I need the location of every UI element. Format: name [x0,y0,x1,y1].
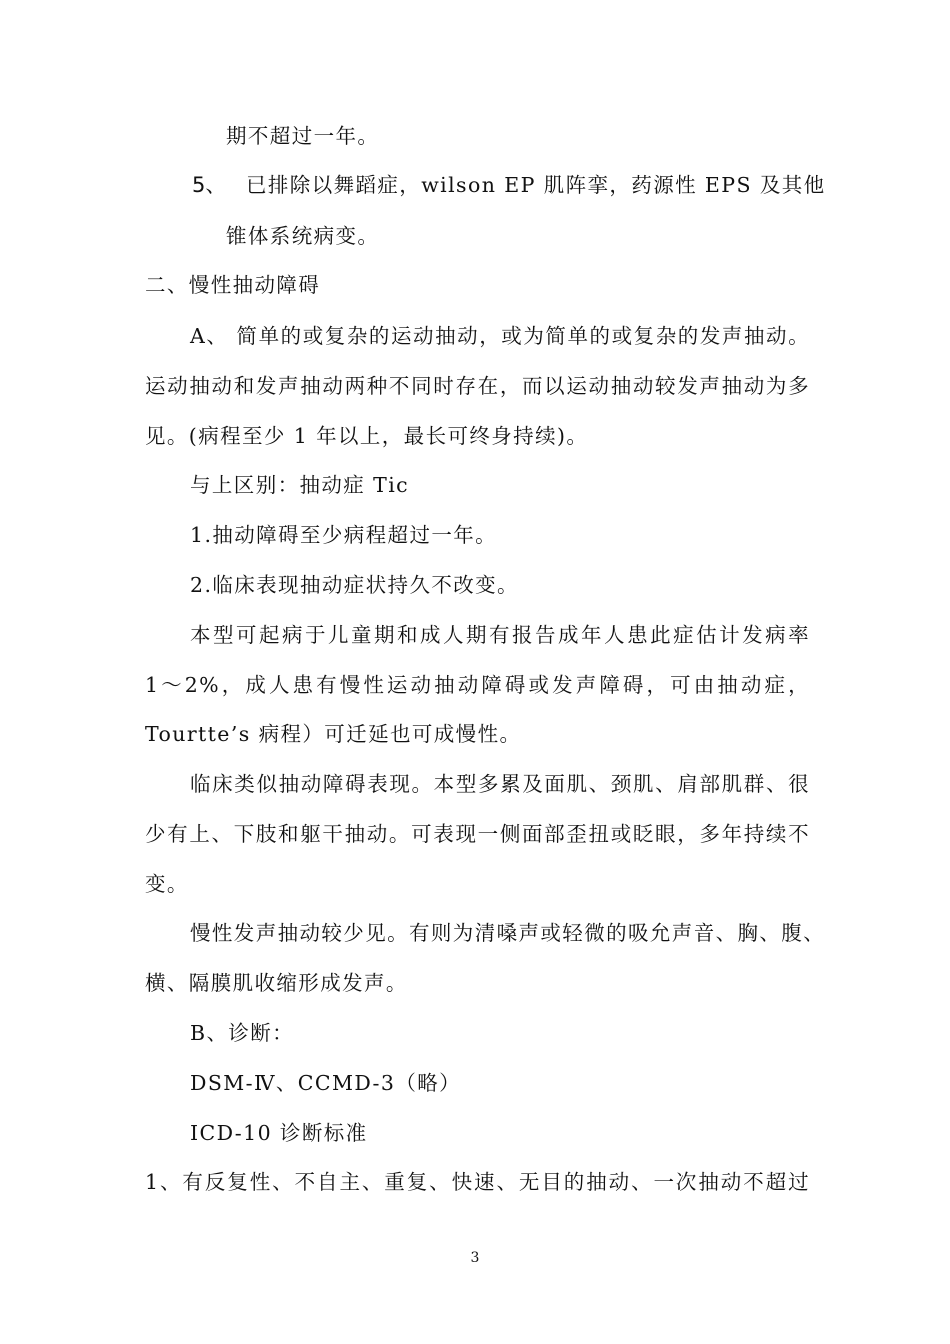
text-line: 横、隔膜肌收缩形成发声。 [145,971,408,995]
text-line: 变。 [145,872,189,896]
text-line: 期不超过一年。 [226,124,380,148]
text-line: A、 简单的或复杂的运动抽动，或为简单的或复杂的发声抽动。 [190,324,810,348]
text-line: DSM-Ⅳ、CCMD-3（略） [190,1071,462,1095]
page-number: 3 [470,1250,480,1266]
text-line: 本型可起病于儿童期和成人期有报告成年人患此症估计发病率 [190,623,810,647]
text-line: 1～2%，成人患有慢性运动抽动障碍或发声障碍，可由抽动症， [145,673,810,697]
text-line: 1、有反复性、不自主、重复、快速、无目的抽动、一次抽动不超过 [145,1170,810,1194]
section-heading: 二、慢性抽动障碍 [145,273,321,297]
text-line: 1.抽动障碍至少病程超过一年。 [190,523,498,547]
text-line: 运动抽动和发声抽动两种不同时存在，而以运动抽动较发声抽动为多 [145,374,810,398]
text-line: 2.临床表现抽动症状持久不改变。 [190,573,519,597]
text-line: 慢性发声抽动较少见。有则为清嗓声或轻微的吸允声音、胸、腹、 [190,921,826,945]
list-number: 5、 [192,173,227,197]
text-line: 少有上、下肢和躯干抽动。可表现一侧面部歪扭或眨眼，多年持续不 [145,822,810,846]
text-line: 锥体系统病变。 [226,224,380,248]
text-line: 临床类似抽动障碍表现。本型多累及面肌、颈肌、肩部肌群、很 [190,772,810,796]
text-line: 与上区别：抽动症 Tic [190,473,410,497]
text-line: 见。(病程至少 1 年以上，最长可终身持续)。 [145,424,589,448]
text-line: Tourtte’s 病程）可迁延也可成慢性。 [145,722,522,746]
text-line: 已排除以舞蹈症，wilson EP 肌阵挛，药源性 EPS 及其他 [246,173,826,197]
text-line: ICD-10 诊断标准 [190,1121,368,1145]
text-line: B、诊断： [190,1021,295,1045]
